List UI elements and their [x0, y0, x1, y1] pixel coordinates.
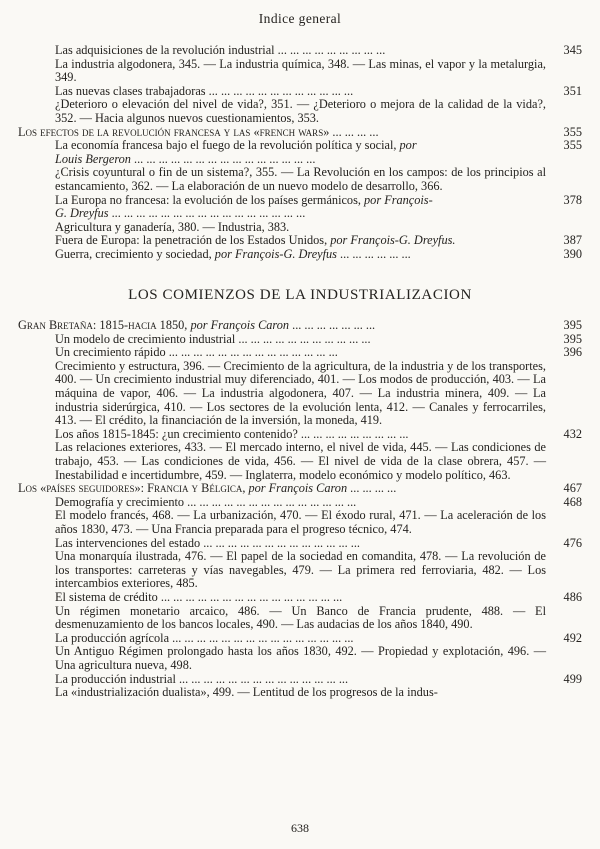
- entry-text-segment: ... ... ... ... ... ... ... ... ... ... ...: [235, 331, 371, 346]
- entry-text: [55, 98, 546, 125]
- toc-entry-section: [55, 85, 582, 99]
- entry-text-segment: Las intervenciones del estado: [55, 535, 201, 550]
- entry-text: [55, 139, 546, 166]
- entry-text: [55, 58, 546, 85]
- page-number: 467: [563, 481, 582, 496]
- page-number: 378: [563, 192, 582, 207]
- entry-text: [55, 360, 546, 428]
- page-number: 432: [563, 426, 582, 441]
- entry-text-smallcaps: Los «países seguidores»: Francia y Bélgica,: [18, 481, 249, 496]
- page-title: Indice general: [258, 11, 342, 26]
- page-number: 395: [563, 318, 582, 333]
- entry-text-segment: Los años 1815-1845: ¿un crecimiento contenido?: [55, 426, 298, 441]
- entry-text-italic: por François-: [364, 192, 433, 207]
- page-number: 355: [563, 138, 582, 153]
- toc-entry-detail: [55, 605, 582, 632]
- toc-entry-section: [55, 44, 582, 58]
- toc-entry-detail: [55, 221, 582, 235]
- entry-text: [55, 591, 546, 605]
- entry-text-segment: La producción industrial: [55, 671, 176, 686]
- toc-entry-chapter: [18, 319, 582, 333]
- page-number: 492: [563, 630, 582, 645]
- footer-page-number: 638: [291, 821, 309, 835]
- entry-text: [55, 645, 546, 672]
- page-number: 387: [563, 233, 582, 248]
- entry-text-segment: El modelo francés, 468. — La urbanización, 470. — El éxodo rural, 471. — La aceleración de los años 1830, 473. — Una Francia preparada para el progreso técnico, 474.: [55, 508, 546, 536]
- toc-entry-chapter: [18, 482, 582, 496]
- toc-entry-detail: [55, 509, 582, 536]
- page-number: 499: [563, 671, 582, 686]
- entry-text: [18, 482, 546, 496]
- entry-text-segment: Agricultura y ganadería, 380. — Industria, 383.: [55, 219, 290, 234]
- entry-text: [55, 509, 546, 536]
- entry-text-segment: ... ... ... ... ... ... ... ... ... ... ... ... ... ...: [165, 345, 338, 360]
- page-number: 396: [563, 345, 582, 360]
- entry-text-segment: Demografía y crecimiento: [55, 494, 185, 509]
- entry-text-segment: Fuera de Europa: la penetración de los Estados Unidos,: [55, 233, 331, 248]
- entry-text: [55, 221, 546, 235]
- page-number: 345: [563, 43, 582, 57]
- entry-text-italic: G. Dreyfus: [55, 206, 109, 221]
- toc-entry-detail: [55, 645, 582, 672]
- entry-text-segment: ... ... ... ... ... ... ... ... ... ... ... ... ... ... ...: [157, 589, 343, 604]
- page-number: 355: [563, 124, 582, 139]
- part-heading: [18, 286, 582, 303]
- entry-text: [55, 85, 546, 99]
- entry-text-segment: Un crecimiento rápido: [55, 345, 166, 360]
- entry-text-segment: Un modelo de crecimiento industrial: [55, 331, 236, 346]
- entry-text-segment: ... ... ... ... ... ... ... ... ... ... ... ... ... ...: [184, 494, 357, 509]
- entry-text: [55, 537, 546, 551]
- entry-text: [18, 126, 546, 140]
- toc-entry-detail: [55, 441, 582, 482]
- page-number: 476: [563, 535, 582, 550]
- toc-entry-detail: [55, 98, 582, 125]
- toc-list: [18, 44, 582, 700]
- toc-entry-section: [55, 139, 582, 166]
- entry-text: [18, 286, 582, 303]
- entry-text: [55, 673, 546, 687]
- entry-text-italic: por François Caron: [190, 318, 290, 333]
- toc-entry-section: [55, 537, 582, 551]
- entry-text-segment: ... ... ... ... ... ... ... ... ... ... ... ... ...: [200, 535, 360, 550]
- entry-text-segment: ... ... ... ... ... ... ... ... ... ... ... ...: [205, 83, 354, 98]
- entry-text-segment: Un régimen monetario arcaico, 486. — Un Banco de Francia prudente, 488. — El desmenuzamiento de los bancos locales, 490. — Las audacias de los años 1840, 490.: [55, 603, 546, 632]
- entry-text: [55, 441, 546, 482]
- entry-text: [55, 333, 546, 347]
- entry-text: [55, 44, 546, 58]
- entry-text: [55, 234, 546, 248]
- entry-text-segment: ... ... ... ...: [347, 481, 397, 496]
- toc-entry-detail: [55, 58, 582, 85]
- entry-text-segment: Una monarquía ilustrada, 476. — El papel de la sociedad en comandita, 478. — La revolución de los transportes: carreteras y vías navegables, 479. — La primera red ferroviaria, 482. — Los intercambios exteriores, 485.: [55, 549, 546, 591]
- entry-text-italic: por François-G. Dreyfus: [214, 246, 337, 261]
- toc-entry-detail: [55, 686, 582, 700]
- toc-entry-section: [55, 333, 582, 347]
- entry-text: [55, 605, 546, 632]
- page-number: 468: [563, 494, 582, 509]
- entry-text-italic: por: [399, 138, 417, 153]
- entry-text-segment: Las nuevas clases trabajadoras: [55, 83, 206, 98]
- entry-text-segment: ... ... ... ...: [329, 124, 379, 139]
- toc-entry-section: [55, 428, 582, 442]
- entry-text: [55, 496, 546, 510]
- entry-text: [55, 428, 546, 442]
- page-number: 351: [563, 83, 582, 98]
- toc-entry-section: [55, 496, 582, 510]
- toc-entry-section: [55, 632, 582, 646]
- toc-entry-section: [55, 591, 582, 605]
- toc-entry-detail: [55, 360, 582, 428]
- toc-entry-detail: [55, 550, 582, 591]
- entry-text-segment: ... ... ... ... ... ... ... ... ...: [274, 43, 386, 57]
- entry-text-segment: ... ... ... ... ... ... ... ... ... ... ... ... ... ... ...: [169, 630, 354, 645]
- entry-text-segment: La producción agrícola: [55, 630, 170, 645]
- entry-text: [55, 248, 546, 262]
- entry-text-segment: Las adquisiciones de la revolución industrial: [55, 43, 275, 57]
- toc-entry-section: [55, 673, 582, 687]
- entry-text-segment: El sistema de crédito: [55, 589, 158, 604]
- entry-text-italic: por François Caron: [248, 481, 348, 496]
- entry-text-italic: por François-G. Dreyfus.: [330, 233, 456, 248]
- entry-text: [55, 632, 546, 646]
- entry-text-italic: Louis Bergeron: [55, 151, 131, 166]
- entry-text-segment: ... ... ... ... ... ... ... ... ... ... ... ... ... ... ...: [130, 151, 316, 166]
- entry-text: [55, 550, 546, 591]
- page-number: 486: [563, 589, 582, 604]
- entry-text: [18, 319, 546, 333]
- entry-text-segment: ... ... ... ... ... ...: [336, 246, 411, 261]
- page-number: 395: [563, 331, 582, 346]
- toc-entry-section: [55, 234, 582, 248]
- entry-text-segment: Crecimiento y estructura, 396. — Crecimiento de la agricultura, de la industria y de los transportes, 400. — Un crecimiento industrial muy diferenciado, 401. — Los modos de producción, 403. — La máquina de vapor, 406. — La industria algodonera, 407. — La industria minera, 409. — La industria siderúrgica, 410. — Los sectores de la evolución lenta, 412. — Canales y ferrocarriles, 413. — El crédito, la financiación de la inversión, la moneda, 419.: [55, 358, 546, 428]
- entry-text-segment: Un Antiguo Régimen prolongado hasta los años 1830, 492. — Propiedad y explotación, 496. — Una agricultura nueva, 498.: [55, 644, 546, 672]
- entry-text-segment: Las relaciones exteriores, 433. — El mercado interno, el nivel de vida, 445. — Las condiciones de trabajo, 453. — Las condiciones de vida, 456. — El nivel de vida de la clase obrera, 457. — Inestabilidad e incertidumbre, 459. — Inglaterra, modelo económico y modelo político, 463.: [55, 440, 546, 482]
- entry-text: [55, 166, 546, 193]
- page-number: 390: [563, 246, 582, 261]
- entry-text-segment: ... ... ... ... ... ... ...: [289, 318, 376, 333]
- entry-text-segment: ... ... ... ... ... ... ... ... ...: [297, 426, 409, 441]
- toc-entry-section: [55, 346, 582, 360]
- entry-text-segment: ¿Crisis coyuntural o fin de un sistema?, 355. — La Revolución en los campos: de los principios al estancamiento, 362. — La elaboración de un nuevo modelo de desarrollo, 366.: [55, 165, 546, 193]
- entry-text: [55, 686, 546, 700]
- entry-text-smallcaps: Gran Bretaña: 1815-hacia 1850,: [18, 318, 191, 333]
- entry-text-segment: La Europa no francesa: la evolución de los países germánicos,: [55, 192, 365, 207]
- toc-entry-detail: [55, 166, 582, 193]
- entry-text-segment: La «industrialización dualista», 499. — Lentitud de los progresos de la indus-: [55, 685, 438, 700]
- toc-entry-section: [55, 194, 582, 221]
- entry-text-segment: ... ... ... ... ... ... ... ... ... ... ... ... ... ...: [175, 671, 349, 686]
- entry-text-segment: La industria algodonera, 345. — La industria química, 348. — Las minas, el vapor y la metalurgia, 349.: [55, 56, 546, 85]
- entry-text: [55, 346, 546, 360]
- entry-text-segment: Guerra, crecimiento y sociedad,: [55, 246, 215, 261]
- toc-entry-chapter: [18, 126, 582, 140]
- entry-text-segment: LOS COMIENZOS DE LA INDUSTRIALIZACION: [128, 286, 472, 303]
- entry-text-smallcaps: Los efectos de la revolución francesa y las «french wars»: [18, 124, 330, 139]
- entry-text-segment: La economía francesa bajo el fuego de la revolución política y social,: [55, 138, 400, 153]
- entry-text-segment: ¿Deterioro o elevación del nivel de vida?, 351. — ¿Deterioro o mejora de la calidad de la vida?, 352. — Hacia algunos nuevos cuestionamientos, 353.: [55, 97, 546, 125]
- entry-text-segment: ... ... ... ... ... ... ... ... ... ... ... ... ... ... ... ...: [108, 206, 306, 221]
- entry-text: [55, 194, 546, 221]
- toc-entry-section: [55, 248, 582, 262]
